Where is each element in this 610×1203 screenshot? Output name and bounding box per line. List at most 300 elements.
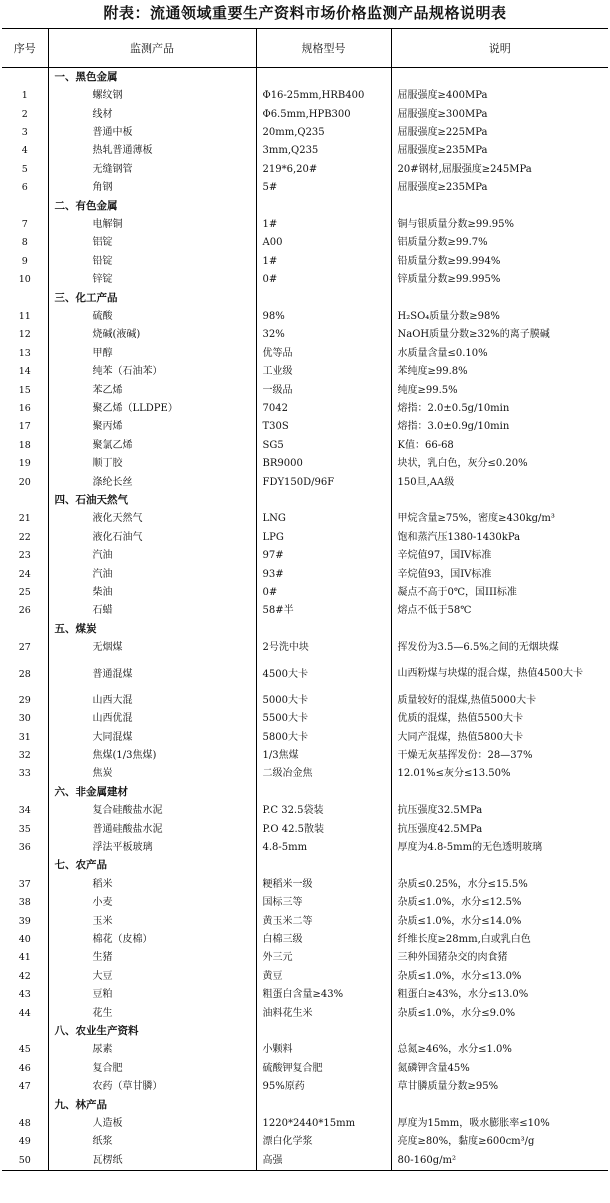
category-desc-cell bbox=[391, 491, 608, 509]
table-row bbox=[2, 583, 608, 601]
table-row bbox=[2, 765, 608, 783]
description: 铝质量分数≥99.7% bbox=[391, 234, 608, 252]
description: 杂质≤1.0%，水分≤14.0% bbox=[391, 912, 608, 930]
table-row bbox=[2, 215, 608, 233]
product-name: 玉米 bbox=[48, 912, 256, 930]
category-name: 一、黑色金属 bbox=[48, 68, 256, 87]
header-index: 序号 bbox=[2, 29, 48, 68]
description: 铜与银质量分数≥99.95% bbox=[391, 215, 608, 233]
spec-model: 硫酸钾复合肥 bbox=[256, 1059, 391, 1077]
product-name: 瓦楞纸 bbox=[48, 1151, 256, 1170]
product-name: 豆粕 bbox=[48, 986, 256, 1004]
product-name: 大同混煤 bbox=[48, 728, 256, 746]
row-index: 14 bbox=[18, 366, 31, 378]
description: 大同产混煤，热值5800大卡 bbox=[391, 728, 608, 746]
category-name: 七、农产品 bbox=[48, 857, 256, 875]
row-index: 13 bbox=[18, 347, 31, 359]
table-row bbox=[2, 801, 608, 819]
spec-model: 5# bbox=[256, 178, 391, 196]
category-row bbox=[2, 1096, 608, 1114]
spec-model: 1# bbox=[256, 252, 391, 270]
row-index: 23 bbox=[18, 550, 31, 562]
spec-model: 国标三等 bbox=[256, 893, 391, 911]
spec-model: 97# bbox=[256, 547, 391, 565]
row-index: 40 bbox=[18, 933, 31, 945]
row-index: 18 bbox=[18, 439, 31, 451]
table-row bbox=[2, 436, 608, 454]
table-row bbox=[2, 418, 608, 436]
table-row bbox=[2, 1151, 608, 1170]
description: 杂质≤1.0%，水分≤13.0% bbox=[391, 967, 608, 985]
row-index: 26 bbox=[18, 605, 31, 617]
table-row bbox=[2, 363, 608, 381]
row-index: 27 bbox=[18, 642, 31, 654]
product-name: 尿素 bbox=[48, 1041, 256, 1059]
category-row bbox=[2, 197, 608, 215]
spec-model: 白棉三级 bbox=[256, 930, 391, 948]
row-index: 42 bbox=[18, 970, 31, 982]
table-row bbox=[2, 1041, 608, 1059]
row-index: 38 bbox=[18, 897, 31, 909]
product-name: 螺纹钢 bbox=[48, 86, 256, 104]
spec-model: 0# bbox=[256, 270, 391, 288]
spec-model: 高强 bbox=[256, 1151, 391, 1170]
row-index: 9 bbox=[21, 255, 28, 267]
table-row bbox=[2, 160, 608, 178]
description: 辛烷值97，国IV标准 bbox=[391, 547, 608, 565]
table-row bbox=[2, 528, 608, 546]
row-index: 34 bbox=[18, 805, 31, 817]
table-row bbox=[2, 1114, 608, 1132]
category-desc-cell bbox=[391, 68, 608, 87]
row-index: 6 bbox=[21, 182, 28, 194]
spec-model: 95%原药 bbox=[256, 1078, 391, 1096]
spec-model: 5800大卡 bbox=[256, 728, 391, 746]
table-row bbox=[2, 1059, 608, 1077]
document-title: 附表：流通领域重要生产资料市场价格监测产品规格说明表 bbox=[103, 4, 507, 22]
table-row bbox=[2, 252, 608, 270]
spec-model: A00 bbox=[256, 234, 391, 252]
description: 块状，乳白色，灰分≤0.20% bbox=[391, 455, 608, 473]
product-name: 浮法平板玻璃 bbox=[48, 838, 256, 856]
category-row bbox=[2, 783, 608, 801]
description: 三种外国猪杂交的肉食猪 bbox=[391, 949, 608, 967]
row-index: 30 bbox=[18, 713, 31, 725]
product-name: 山西大混 bbox=[48, 691, 256, 709]
spec-model: 0# bbox=[256, 583, 391, 601]
product-name: 纯苯（石油苯） bbox=[48, 363, 256, 381]
row-index: 49 bbox=[18, 1136, 31, 1148]
description: 纤维长度≥28mm,白或乳白色 bbox=[391, 930, 608, 948]
row-index: 15 bbox=[18, 384, 31, 396]
product-name: 稻米 bbox=[48, 875, 256, 893]
category-index-cell bbox=[2, 289, 48, 307]
spec-model: 油料花生米 bbox=[256, 1004, 391, 1022]
description: 杂质≤1.0%，水分≤12.5% bbox=[391, 893, 608, 911]
description: 饱和蒸汽压1380-1430kPa bbox=[391, 528, 608, 546]
category-name: 八、农业生产资料 bbox=[48, 1022, 256, 1040]
table-row bbox=[2, 602, 608, 620]
product-name: 锌锭 bbox=[48, 270, 256, 288]
category-name: 九、林产品 bbox=[48, 1096, 256, 1114]
product-name: 柴油 bbox=[48, 583, 256, 601]
description: 熔指：2.0±0.5g/10min bbox=[391, 399, 608, 417]
table-row bbox=[2, 142, 608, 160]
product-name: 普通硅酸盐水泥 bbox=[48, 820, 256, 838]
row-index: 24 bbox=[18, 568, 31, 580]
description: 干燥无灰基挥发份：28—37% bbox=[391, 746, 608, 764]
description: 山西粉煤与块煤的混合煤，热值4500大卡 bbox=[391, 657, 608, 691]
category-index-cell bbox=[2, 1096, 48, 1114]
table-row bbox=[2, 381, 608, 399]
spec-model: Φ16-25mm,HRB400 bbox=[256, 86, 391, 104]
table-row bbox=[2, 455, 608, 473]
category-row bbox=[2, 857, 608, 875]
header-spec: 规格型号 bbox=[256, 29, 391, 68]
row-index: 33 bbox=[18, 768, 31, 780]
table-row bbox=[2, 326, 608, 344]
spec-model: 小颗料 bbox=[256, 1041, 391, 1059]
spec-model: 工业级 bbox=[256, 363, 391, 381]
description: 总氮≥46%，水分≤1.0% bbox=[391, 1041, 608, 1059]
category-desc-cell bbox=[391, 620, 608, 638]
product-name: 烧碱(液碱) bbox=[48, 326, 256, 344]
description: 杂质≤1.0%，水分≤9.0% bbox=[391, 1004, 608, 1022]
product-name: 焦煤(1/3焦煤) bbox=[48, 746, 256, 764]
row-index: 5 bbox=[21, 163, 28, 175]
product-name: 热轧普通薄板 bbox=[48, 142, 256, 160]
spec-model: 1/3焦煤 bbox=[256, 746, 391, 764]
header-description: 说明 bbox=[391, 29, 608, 68]
header-row bbox=[2, 29, 608, 68]
category-row bbox=[2, 289, 608, 307]
table-row bbox=[2, 399, 608, 417]
spec-model: LNG bbox=[256, 510, 391, 528]
spec-table bbox=[2, 28, 608, 1171]
table-row bbox=[2, 709, 608, 727]
description: 屈服强度≥235MPa bbox=[391, 178, 608, 196]
spec-model: P.C 32.5袋装 bbox=[256, 801, 391, 819]
spec-model: P.O 42.5散装 bbox=[256, 820, 391, 838]
row-index: 20 bbox=[18, 476, 31, 488]
description: 熔指：3.0±0.9g/10min bbox=[391, 418, 608, 436]
product-name: 复合肥 bbox=[48, 1059, 256, 1077]
product-name: 复合硅酸盐水泥 bbox=[48, 801, 256, 819]
row-index: 17 bbox=[18, 421, 31, 433]
table-row bbox=[2, 875, 608, 893]
product-name: 普通混煤 bbox=[48, 657, 256, 691]
table-row bbox=[2, 912, 608, 930]
product-name: 农药（草甘膦） bbox=[48, 1078, 256, 1096]
category-row bbox=[2, 1022, 608, 1040]
row-index: 39 bbox=[18, 915, 31, 927]
table-row bbox=[2, 893, 608, 911]
table-row bbox=[2, 565, 608, 583]
description: K值：66-68 bbox=[391, 436, 608, 454]
description: 厚度为15mm，吸水膨胀率≤10% bbox=[391, 1114, 608, 1132]
spec-model: 2号洗中块 bbox=[256, 639, 391, 657]
table-row bbox=[2, 728, 608, 746]
row-index: 3 bbox=[21, 126, 28, 138]
description: 纯度≥99.5% bbox=[391, 381, 608, 399]
product-name: 生猪 bbox=[48, 949, 256, 967]
category-desc-cell bbox=[391, 1096, 608, 1114]
description: 铅质量分数≥99.994% bbox=[391, 252, 608, 270]
category-name: 六、非金属建材 bbox=[48, 783, 256, 801]
spec-model: FDY150D/96F bbox=[256, 473, 391, 491]
spec-model: 4.8-5mm bbox=[256, 838, 391, 856]
category-spec-cell bbox=[256, 783, 391, 801]
table-row bbox=[2, 178, 608, 196]
table-row bbox=[2, 746, 608, 764]
product-name: 普通中板 bbox=[48, 123, 256, 141]
description: 凝点不高于0℃，国III标准 bbox=[391, 583, 608, 601]
spec-model: 32% bbox=[256, 326, 391, 344]
row-index: 44 bbox=[18, 1007, 31, 1019]
product-name: 汽油 bbox=[48, 547, 256, 565]
table-row bbox=[2, 1004, 608, 1022]
description: 熔点不低于58℃ bbox=[391, 602, 608, 620]
category-index-cell bbox=[2, 68, 48, 87]
row-index: 25 bbox=[18, 587, 31, 599]
table-row bbox=[2, 270, 608, 288]
spec-model: LPG bbox=[256, 528, 391, 546]
description: 厚度为4.8-5mm的无色透明玻璃 bbox=[391, 838, 608, 856]
row-index: 10 bbox=[18, 274, 31, 286]
description: H₂SO₄质量分数≥98% bbox=[391, 307, 608, 325]
row-index: 4 bbox=[21, 145, 28, 157]
table-row bbox=[2, 986, 608, 1004]
product-name: 焦炭 bbox=[48, 765, 256, 783]
description: 抗压强度32.5MPa bbox=[391, 801, 608, 819]
category-spec-cell bbox=[256, 289, 391, 307]
row-index: 48 bbox=[18, 1118, 31, 1130]
spec-model: 1# bbox=[256, 215, 391, 233]
category-name: 三、化工产品 bbox=[48, 289, 256, 307]
category-index-cell bbox=[2, 1022, 48, 1040]
table-row bbox=[2, 234, 608, 252]
table-row bbox=[2, 123, 608, 141]
description: 屈服强度≥300MPa bbox=[391, 105, 608, 123]
description: 亮度≥80%，黏度≥600cm³/g bbox=[391, 1133, 608, 1151]
row-index: 1 bbox=[21, 90, 28, 102]
spec-model: 219*6,20# bbox=[256, 160, 391, 178]
product-name: 大豆 bbox=[48, 967, 256, 985]
table-row bbox=[2, 473, 608, 491]
row-index: 22 bbox=[18, 531, 31, 543]
description: 甲烷含量≥75%，密度≥430kg/m³ bbox=[391, 510, 608, 528]
table-row bbox=[2, 344, 608, 362]
row-index: 46 bbox=[18, 1062, 31, 1074]
table-row bbox=[2, 657, 608, 691]
description: 锌质量分数≥99.995% bbox=[391, 270, 608, 288]
row-index: 36 bbox=[18, 841, 31, 853]
product-name: 石蜡 bbox=[48, 602, 256, 620]
product-name: 铅锭 bbox=[48, 252, 256, 270]
spec-model: 外三元 bbox=[256, 949, 391, 967]
spec-model: 一级品 bbox=[256, 381, 391, 399]
description: 质量较好的混煤,热值5000大卡 bbox=[391, 691, 608, 709]
description: 草甘膦质量分数≥95% bbox=[391, 1078, 608, 1096]
table-row bbox=[2, 639, 608, 657]
spec-model: 20mm,Q235 bbox=[256, 123, 391, 141]
table-row bbox=[2, 1133, 608, 1151]
spec-model: 93# bbox=[256, 565, 391, 583]
row-index: 7 bbox=[21, 218, 28, 230]
spec-model: Φ6.5mm,HPB300 bbox=[256, 105, 391, 123]
spec-model: 粗蛋白含量≥43% bbox=[256, 986, 391, 1004]
row-index: 41 bbox=[18, 952, 31, 964]
category-desc-cell bbox=[391, 197, 608, 215]
description: NaOH质量分数≥32%的离子膜碱 bbox=[391, 326, 608, 344]
spec-model: 4500大卡 bbox=[256, 657, 391, 691]
description: 优质的混煤，热值5500大卡 bbox=[391, 709, 608, 727]
table-row bbox=[2, 1078, 608, 1096]
product-name: 聚氯乙烯 bbox=[48, 436, 256, 454]
category-spec-cell bbox=[256, 491, 391, 509]
category-spec-cell bbox=[256, 1096, 391, 1114]
description: 水质量含量≤0.10% bbox=[391, 344, 608, 362]
row-index: 50 bbox=[2, 1151, 48, 1170]
description: 屈服强度≥225MPa bbox=[391, 123, 608, 141]
product-name: 山西优混 bbox=[48, 709, 256, 727]
category-spec-cell bbox=[256, 68, 391, 87]
product-name: 角钢 bbox=[48, 178, 256, 196]
category-index-cell bbox=[2, 857, 48, 875]
category-index-cell bbox=[2, 783, 48, 801]
category-index-cell bbox=[2, 197, 48, 215]
description: 粗蛋白≥43%，水分≤13.0% bbox=[391, 986, 608, 1004]
category-index-cell bbox=[2, 620, 48, 638]
row-index: 32 bbox=[18, 749, 31, 761]
table-row bbox=[2, 307, 608, 325]
row-index: 35 bbox=[18, 823, 31, 835]
spec-model: 5000大卡 bbox=[256, 691, 391, 709]
category-spec-cell bbox=[256, 1022, 391, 1040]
row-index: 47 bbox=[18, 1081, 31, 1093]
table-row bbox=[2, 510, 608, 528]
spec-model: 黄玉米二等 bbox=[256, 912, 391, 930]
row-index: 28 bbox=[18, 668, 31, 680]
spec-model: SG5 bbox=[256, 436, 391, 454]
description: 屈服强度≥400MPa bbox=[391, 86, 608, 104]
spec-model: 优等品 bbox=[256, 344, 391, 362]
row-index: 43 bbox=[18, 989, 31, 1001]
spec-model: BR9000 bbox=[256, 455, 391, 473]
product-name: 花生 bbox=[48, 1004, 256, 1022]
product-name: 聚乙烯（LLDPE） bbox=[48, 399, 256, 417]
category-spec-cell bbox=[256, 620, 391, 638]
row-index: 11 bbox=[18, 310, 31, 322]
description: 辛烷值93，国IV标准 bbox=[391, 565, 608, 583]
description: 12.01%≤灰分≤13.50% bbox=[391, 765, 608, 783]
row-index: 19 bbox=[18, 458, 31, 470]
header-product: 监测产品 bbox=[48, 29, 256, 68]
row-index: 37 bbox=[18, 878, 31, 890]
description: 抗压强度42.5MPa bbox=[391, 820, 608, 838]
product-name: 电解铜 bbox=[48, 215, 256, 233]
row-index: 2 bbox=[21, 108, 28, 120]
category-row bbox=[2, 68, 608, 87]
product-name: 人造板 bbox=[48, 1114, 256, 1132]
spec-model: 58#半 bbox=[256, 602, 391, 620]
row-index: 12 bbox=[18, 329, 31, 341]
category-spec-cell bbox=[256, 197, 391, 215]
table-row bbox=[2, 547, 608, 565]
row-index: 8 bbox=[21, 237, 28, 249]
category-row bbox=[2, 491, 608, 509]
description: 挥发份为3.5—6.5%之间的无烟块煤 bbox=[391, 639, 608, 657]
product-name: 硫酸 bbox=[48, 307, 256, 325]
row-index: 16 bbox=[18, 403, 31, 415]
product-name: 顺丁胶 bbox=[48, 455, 256, 473]
product-name: 纸浆 bbox=[48, 1133, 256, 1151]
table-row bbox=[2, 930, 608, 948]
spec-model: 黄豆 bbox=[256, 967, 391, 985]
category-name: 五、煤炭 bbox=[48, 620, 256, 638]
product-name: 液化石油气 bbox=[48, 528, 256, 546]
spec-model: 漂白化学浆 bbox=[256, 1133, 391, 1151]
description: 80-160g/m² bbox=[391, 1151, 608, 1170]
product-name: 甲醇 bbox=[48, 344, 256, 362]
product-name: 小麦 bbox=[48, 893, 256, 911]
category-desc-cell bbox=[391, 857, 608, 875]
table-row bbox=[2, 105, 608, 123]
spec-model: 3mm,Q235 bbox=[256, 142, 391, 160]
category-index-cell bbox=[2, 491, 48, 509]
spec-model: T30S bbox=[256, 418, 391, 436]
product-name: 苯乙烯 bbox=[48, 381, 256, 399]
product-name: 无烟煤 bbox=[48, 639, 256, 657]
product-name: 无缝钢管 bbox=[48, 160, 256, 178]
category-desc-cell bbox=[391, 289, 608, 307]
category-name: 二、有色金属 bbox=[48, 197, 256, 215]
spec-model: 二级冶金焦 bbox=[256, 765, 391, 783]
product-name: 汽油 bbox=[48, 565, 256, 583]
product-name: 线材 bbox=[48, 105, 256, 123]
table-row bbox=[2, 86, 608, 104]
table-row bbox=[2, 691, 608, 709]
row-index: 31 bbox=[18, 731, 31, 743]
spec-model: 7042 bbox=[256, 399, 391, 417]
row-index: 29 bbox=[18, 694, 31, 706]
description: 150旦,AA级 bbox=[391, 473, 608, 491]
description: 杂质≤0.25%，水分≤15.5% bbox=[391, 875, 608, 893]
spec-model: 98% bbox=[256, 307, 391, 325]
row-index: 45 bbox=[18, 1044, 31, 1056]
table-row bbox=[2, 967, 608, 985]
category-spec-cell bbox=[256, 857, 391, 875]
category-row bbox=[2, 620, 608, 638]
description: 苯纯度≥99.8% bbox=[391, 363, 608, 381]
product-name: 涤纶长丝 bbox=[48, 473, 256, 491]
description: 20#钢材,屈服强度≥245MPa bbox=[391, 160, 608, 178]
category-desc-cell bbox=[391, 783, 608, 801]
spec-model: 5500大卡 bbox=[256, 709, 391, 727]
spec-model: 粳稻米一级 bbox=[256, 875, 391, 893]
description: 氮磷钾含量45% bbox=[391, 1059, 608, 1077]
spec-model: 1220*2440*15mm bbox=[256, 1114, 391, 1132]
table-body bbox=[2, 68, 608, 1171]
row-index: 21 bbox=[18, 513, 31, 525]
description: 屈服强度≥235MPa bbox=[391, 142, 608, 160]
table-row bbox=[2, 820, 608, 838]
product-name: 聚丙烯 bbox=[48, 418, 256, 436]
table-row bbox=[2, 838, 608, 856]
product-name: 铝锭 bbox=[48, 234, 256, 252]
product-name: 液化天然气 bbox=[48, 510, 256, 528]
table-row bbox=[2, 949, 608, 967]
